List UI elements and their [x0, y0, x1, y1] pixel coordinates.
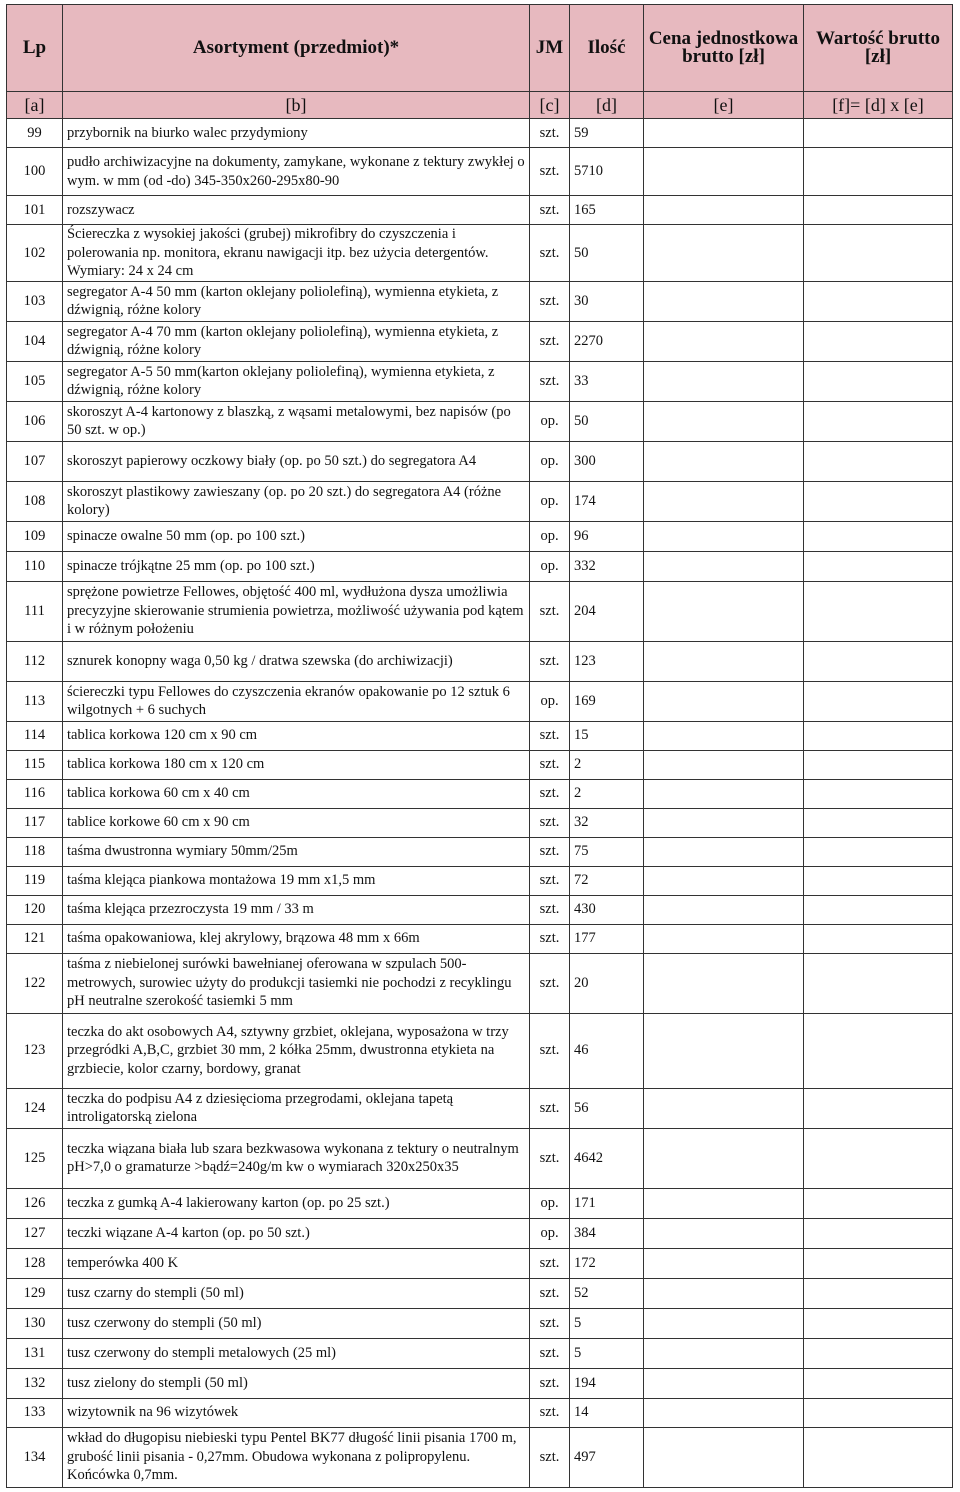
table-row [7, 1188, 953, 1218]
table-row [7, 119, 953, 148]
row-name: temperówka 400 K [63, 1248, 530, 1278]
row-lp: 103 [7, 281, 63, 321]
header-jm: JM [530, 5, 570, 92]
row-unit: szt. [530, 1013, 570, 1088]
header-name: Asortyment (przedmiot)* [63, 5, 530, 92]
row-name: taśma dwustronna wymiary 50mm/25m [63, 837, 530, 866]
table-row [7, 281, 953, 321]
table-row [7, 1338, 953, 1368]
row-lp: 130 [7, 1308, 63, 1338]
row-name: sprężone powietrze Fellowes, objętość 400 ml, wydłużona dysza umożliwia precyzyjne skierowanie strumienia powietrza, możliwość używania pod kątem i w różnym położeniu [63, 581, 530, 641]
row-name: taśma klejąca piankowa montażowa 19 mm x1,5 mm [63, 866, 530, 895]
row-quantity: 75 [570, 837, 644, 866]
row-quantity: 72 [570, 866, 644, 895]
row-name: Ściereczka z wysokiej jakości (grubej) mikrofibry do czyszczenia i polerowania np. monitora, ekranu nawigacji itp. bez użycia detergentów. Wymiary: 24 x 24 cm [63, 225, 530, 282]
row-unit-price [644, 1427, 804, 1487]
row-quantity: 56 [570, 1088, 644, 1128]
row-lp: 131 [7, 1338, 63, 1368]
row-unit-price [644, 837, 804, 866]
row-name: taśma opakowaniowa, klej akrylowy, brązowa 48 mm x 66m [63, 924, 530, 953]
row-lp: 100 [7, 148, 63, 196]
row-quantity: 14 [570, 1398, 644, 1427]
row-unit-price [644, 1088, 804, 1128]
row-unit: szt. [530, 1308, 570, 1338]
row-quantity: 50 [570, 225, 644, 282]
row-unit-price [644, 148, 804, 196]
row-unit-price [644, 581, 804, 641]
row-gross-value [804, 1278, 953, 1308]
row-gross-value [804, 641, 953, 681]
table-row [7, 148, 953, 196]
row-quantity: 50 [570, 401, 644, 441]
row-lp: 123 [7, 1013, 63, 1088]
row-unit: szt. [530, 361, 570, 401]
table-row [7, 551, 953, 581]
row-unit-price [644, 1338, 804, 1368]
row-lp: 122 [7, 953, 63, 1013]
row-gross-value [804, 119, 953, 148]
row-quantity: 2 [570, 779, 644, 808]
row-unit: op. [530, 481, 570, 521]
row-name: wizytownik na 96 wizytówek [63, 1398, 530, 1427]
row-quantity: 4642 [570, 1128, 644, 1188]
table-row [7, 1427, 953, 1487]
row-unit: szt. [530, 225, 570, 282]
row-unit-price [644, 808, 804, 837]
row-unit: szt. [530, 1398, 570, 1427]
table-header [7, 5, 953, 119]
table-row [7, 1398, 953, 1427]
row-unit-price [644, 1278, 804, 1308]
row-gross-value [804, 953, 953, 1013]
row-unit: szt. [530, 866, 570, 895]
row-lp: 121 [7, 924, 63, 953]
row-unit-price [644, 721, 804, 750]
row-unit: szt. [530, 953, 570, 1013]
row-unit: szt. [530, 750, 570, 779]
row-gross-value [804, 1398, 953, 1427]
row-unit: szt. [530, 808, 570, 837]
row-unit: szt. [530, 641, 570, 681]
row-gross-value [804, 1308, 953, 1338]
row-lp: 108 [7, 481, 63, 521]
row-unit: szt. [530, 895, 570, 924]
row-quantity: 59 [570, 119, 644, 148]
row-unit-price [644, 521, 804, 551]
table-row [7, 1128, 953, 1188]
letter-value: [f]= [d] x [e] [804, 92, 953, 119]
row-lp: 114 [7, 721, 63, 750]
table-row [7, 441, 953, 481]
row-unit: szt. [530, 148, 570, 196]
row-quantity: 430 [570, 895, 644, 924]
row-unit-price [644, 551, 804, 581]
row-quantity: 194 [570, 1368, 644, 1398]
row-lp: 128 [7, 1248, 63, 1278]
row-gross-value [804, 196, 953, 225]
row-unit-price [644, 924, 804, 953]
row-name: tablica korkowa 60 cm x 40 cm [63, 779, 530, 808]
row-gross-value [804, 895, 953, 924]
row-quantity: 32 [570, 808, 644, 837]
row-unit: op. [530, 521, 570, 551]
row-name: tusz czerwony do stempli (50 ml) [63, 1308, 530, 1338]
row-lp: 132 [7, 1368, 63, 1398]
row-gross-value [804, 481, 953, 521]
row-unit-price [644, 321, 804, 361]
row-lp: 113 [7, 681, 63, 721]
items-table [6, 4, 953, 1488]
row-name: wkład do długopisu niebieski typu Pentel BK77 długość linii pisania 1700 m, grubość linii pisania - 0,27mm. Obudowa wykonana z polipropylenu. Końcówka 0,7mm. [63, 1427, 530, 1487]
row-name: skoroszyt papierowy oczkowy biały (op. po 50 szt.) do segregatora A4 [63, 441, 530, 481]
row-lp: 120 [7, 895, 63, 924]
row-gross-value [804, 281, 953, 321]
row-gross-value [804, 441, 953, 481]
table-row [7, 1368, 953, 1398]
row-name: segregator A-4 70 mm (karton oklejany poliolefiną), wymienna etykieta, z dźwignią, różne kolory [63, 321, 530, 361]
row-lp: 125 [7, 1128, 63, 1188]
row-unit-price [644, 641, 804, 681]
row-name: taśma z niebielonej surówki bawełnianej oferowana w szpulach 500-metrowych, surowiec użyty do produkcji tasiemki nie pochodzi z recyklingu pH neutralne szerokość tasiemki 5 mm [63, 953, 530, 1013]
row-gross-value [804, 521, 953, 551]
row-quantity: 33 [570, 361, 644, 401]
row-unit: op. [530, 551, 570, 581]
row-gross-value [804, 750, 953, 779]
table-row [7, 721, 953, 750]
header-row [7, 5, 953, 92]
row-unit-price [644, 1398, 804, 1427]
table-row [7, 895, 953, 924]
letter-jm: [c] [530, 92, 570, 119]
row-unit: szt. [530, 1427, 570, 1487]
row-unit: szt. [530, 1338, 570, 1368]
row-name: teczka z gumką A-4 lakierowany karton (op. po 25 szt.) [63, 1188, 530, 1218]
row-name: tusz zielony do stempli (50 ml) [63, 1368, 530, 1398]
row-unit-price [644, 361, 804, 401]
row-name: skoroszyt plastikowy zawieszany (op. po 20 szt.) do segregatora A4 (różne kolory) [63, 481, 530, 521]
row-unit-price [644, 281, 804, 321]
row-unit-price [644, 1218, 804, 1248]
row-name: przybornik na biurko walec przydymiony [63, 119, 530, 148]
letter-lp: [a] [7, 92, 63, 119]
row-name: sznurek konopny waga 0,50 kg / dratwa szewska (do archiwizacji) [63, 641, 530, 681]
row-unit: szt. [530, 1088, 570, 1128]
table-row [7, 521, 953, 551]
table-row [7, 1218, 953, 1248]
row-gross-value [804, 225, 953, 282]
table-row [7, 1088, 953, 1128]
row-gross-value [804, 1248, 953, 1278]
row-unit: op. [530, 441, 570, 481]
row-quantity: 20 [570, 953, 644, 1013]
row-unit: szt. [530, 779, 570, 808]
row-gross-value [804, 401, 953, 441]
row-unit: op. [530, 1188, 570, 1218]
row-unit-price [644, 481, 804, 521]
row-gross-value [804, 681, 953, 721]
row-unit: szt. [530, 837, 570, 866]
row-lp: 107 [7, 441, 63, 481]
row-quantity: 171 [570, 1188, 644, 1218]
row-unit: szt. [530, 196, 570, 225]
row-name: pudło archiwizacyjne na dokumenty, zamykane, wykonane z tektury zwykłej o wym. w mm (od -do) 345-350x260-295x80-90 [63, 148, 530, 196]
row-name: tablice korkowe 60 cm x 90 cm [63, 808, 530, 837]
row-lp: 106 [7, 401, 63, 441]
row-unit: op. [530, 401, 570, 441]
row-name: teczki wiązane A-4 karton (op. po 50 szt.) [63, 1218, 530, 1248]
row-lp: 102 [7, 225, 63, 282]
row-unit-price [644, 225, 804, 282]
row-unit: szt. [530, 721, 570, 750]
row-name: tusz czerwony do stempli metalowych (25 ml) [63, 1338, 530, 1368]
row-gross-value [804, 1188, 953, 1218]
row-unit: szt. [530, 1248, 570, 1278]
row-unit: szt. [530, 1368, 570, 1398]
table-row [7, 481, 953, 521]
row-name: spinacze trójkątne 25 mm (op. po 100 szt.) [63, 551, 530, 581]
table-row [7, 361, 953, 401]
row-quantity: 96 [570, 521, 644, 551]
row-quantity: 2 [570, 750, 644, 779]
row-unit-price [644, 681, 804, 721]
row-unit: szt. [530, 281, 570, 321]
row-gross-value [804, 1013, 953, 1088]
table-row [7, 924, 953, 953]
row-quantity: 177 [570, 924, 644, 953]
row-lp: 115 [7, 750, 63, 779]
row-name: teczka do akt osobowych A4, sztywny grzbiet, oklejana, wyposażona w trzy przegródki A,B,C, grzbiet 30 mm, 2 kółka 25mm, dwustronna etykieta na grzbiecie, kolor czarny, bordowy, granat [63, 1013, 530, 1088]
row-gross-value [804, 1088, 953, 1128]
row-lp: 129 [7, 1278, 63, 1308]
row-unit-price [644, 750, 804, 779]
table-row [7, 779, 953, 808]
row-unit: op. [530, 1218, 570, 1248]
row-unit-price [644, 866, 804, 895]
row-gross-value [804, 779, 953, 808]
row-unit-price [644, 1368, 804, 1398]
table-row [7, 196, 953, 225]
row-name: segregator A-5 50 mm(karton oklejany poliolefiną), wymienna etykieta, z dźwignią, różne kolory [63, 361, 530, 401]
row-quantity: 300 [570, 441, 644, 481]
row-gross-value [804, 1427, 953, 1487]
row-gross-value [804, 924, 953, 953]
row-name: tablica korkowa 180 cm x 120 cm [63, 750, 530, 779]
row-unit-price [644, 1308, 804, 1338]
header-qty: Ilość [570, 5, 644, 92]
letter-qty: [d] [570, 92, 644, 119]
row-quantity: 2270 [570, 321, 644, 361]
row-gross-value [804, 361, 953, 401]
row-quantity: 384 [570, 1218, 644, 1248]
row-lp: 124 [7, 1088, 63, 1128]
row-lp: 134 [7, 1427, 63, 1487]
row-lp: 101 [7, 196, 63, 225]
row-quantity: 5 [570, 1308, 644, 1338]
letter-name: [b] [63, 92, 530, 119]
row-quantity: 172 [570, 1248, 644, 1278]
row-quantity: 15 [570, 721, 644, 750]
row-unit: op. [530, 681, 570, 721]
row-gross-value [804, 551, 953, 581]
row-quantity: 497 [570, 1427, 644, 1487]
row-gross-value [804, 1368, 953, 1398]
row-unit: szt. [530, 1278, 570, 1308]
row-lp: 109 [7, 521, 63, 551]
row-quantity: 174 [570, 481, 644, 521]
row-lp: 127 [7, 1218, 63, 1248]
header-lp: Lp [7, 5, 63, 92]
row-lp: 111 [7, 581, 63, 641]
table-row [7, 1308, 953, 1338]
row-name: teczka do podpisu A4 z dziesięcioma przegrodami, oklejana tapetą introligatorską zielona [63, 1088, 530, 1128]
row-lp: 105 [7, 361, 63, 401]
row-gross-value [804, 581, 953, 641]
table-row [7, 1278, 953, 1308]
table-row [7, 681, 953, 721]
row-quantity: 165 [570, 196, 644, 225]
row-unit-price [644, 1248, 804, 1278]
table-row [7, 641, 953, 681]
row-gross-value [804, 321, 953, 361]
row-unit-price [644, 1128, 804, 1188]
row-lp: 119 [7, 866, 63, 895]
row-name: rozszywacz [63, 196, 530, 225]
row-gross-value [804, 808, 953, 837]
row-gross-value [804, 866, 953, 895]
row-lp: 133 [7, 1398, 63, 1427]
row-gross-value [804, 148, 953, 196]
row-name: segregator A-4 50 mm (karton oklejany poliolefiną), wymienna etykieta, z dźwignią, różne kolory [63, 281, 530, 321]
table-row [7, 1248, 953, 1278]
row-gross-value [804, 1338, 953, 1368]
row-gross-value [804, 1218, 953, 1248]
row-unit-price [644, 1188, 804, 1218]
table-row [7, 321, 953, 361]
header-value: Wartość brutto [zł] [804, 5, 953, 92]
row-name: tusz czarny do stempli (50 ml) [63, 1278, 530, 1308]
row-lp: 126 [7, 1188, 63, 1218]
row-quantity: 204 [570, 581, 644, 641]
row-name: teczka wiązana biała lub szara bezkwasowa wykonana z tektury o neutralnym pH>7,0 o gramaturze >bądź=240g/m kw o wymiarach 320x250x35 [63, 1128, 530, 1188]
row-name: spinacze owalne 50 mm (op. po 100 szt.) [63, 521, 530, 551]
row-unit-price [644, 119, 804, 148]
row-gross-value [804, 721, 953, 750]
row-quantity: 5710 [570, 148, 644, 196]
row-unit-price [644, 441, 804, 481]
row-lp: 99 [7, 119, 63, 148]
row-unit-price [644, 779, 804, 808]
table-row [7, 401, 953, 441]
table-row [7, 837, 953, 866]
row-lp: 117 [7, 808, 63, 837]
row-name: ściereczki typu Fellowes do czyszczenia ekranów opakowanie po 12 sztuk 6 wilgotnych + 6 suchych [63, 681, 530, 721]
row-quantity: 46 [570, 1013, 644, 1088]
table-row [7, 750, 953, 779]
row-name: tablica korkowa 120 cm x 90 cm [63, 721, 530, 750]
row-unit: szt. [530, 119, 570, 148]
row-quantity: 30 [570, 281, 644, 321]
row-gross-value [804, 837, 953, 866]
header-price: Cena jednostkowa brutto [zł] [644, 5, 804, 92]
row-unit-price [644, 1013, 804, 1088]
table-row [7, 866, 953, 895]
row-lp: 104 [7, 321, 63, 361]
row-unit: szt. [530, 1128, 570, 1188]
row-quantity: 52 [570, 1278, 644, 1308]
row-lp: 112 [7, 641, 63, 681]
row-lp: 118 [7, 837, 63, 866]
table-row [7, 808, 953, 837]
table-row [7, 953, 953, 1013]
letter-price: [e] [644, 92, 804, 119]
row-unit: szt. [530, 581, 570, 641]
row-quantity: 5 [570, 1338, 644, 1368]
row-name: skoroszyt A-4 kartonowy z blaszką, z wąsami metalowymi, bez napisów (po 50 szt. w op.) [63, 401, 530, 441]
row-unit-price [644, 895, 804, 924]
row-unit-price [644, 196, 804, 225]
table-row [7, 225, 953, 282]
table-body [7, 119, 953, 1488]
row-quantity: 332 [570, 551, 644, 581]
row-unit-price [644, 401, 804, 441]
row-unit: szt. [530, 321, 570, 361]
row-quantity: 123 [570, 641, 644, 681]
table-row [7, 1013, 953, 1088]
row-quantity: 169 [570, 681, 644, 721]
row-lp: 116 [7, 779, 63, 808]
table-row [7, 581, 953, 641]
row-gross-value [804, 1128, 953, 1188]
row-lp: 110 [7, 551, 63, 581]
row-unit-price [644, 953, 804, 1013]
row-name: taśma klejąca przezroczysta 19 mm / 33 m [63, 895, 530, 924]
row-unit: szt. [530, 924, 570, 953]
column-letters-row [7, 92, 953, 119]
